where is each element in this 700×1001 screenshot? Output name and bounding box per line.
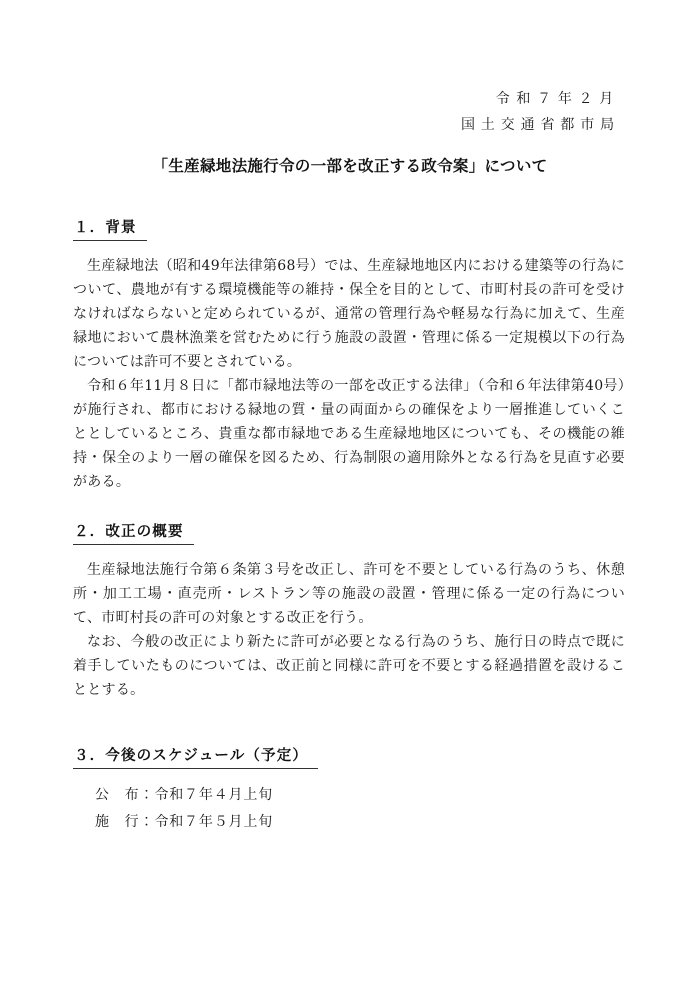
section-amendment-overview-heading bbox=[73, 520, 625, 545]
schedule-promulgation: 公 布：令和７年４月上旬 bbox=[95, 787, 274, 803]
section-background bbox=[0, 216, 700, 494]
background-paragraph-2: 令和６年11月８日に「都市緑地法等の一部を改正する法律」（令和６年法律第40号）が施行され、都市における緑地の質・量の両面からの確保をより一層推進していくこととしているところ、貴重な都市緑地である生産緑地地区についても、その機能の維持・保全のより一層の確保を図るため、行為制限の適用除外となる行為を見直す必要がある。 bbox=[73, 378, 625, 490]
document-header bbox=[0, 0, 700, 138]
schedule-list bbox=[95, 782, 625, 836]
section-background-heading bbox=[73, 216, 625, 241]
section-amendment-overview bbox=[0, 520, 700, 702]
section-background-heading-text: １．背景 bbox=[73, 216, 147, 241]
section-amendment-overview-heading-text: ２．改正の概要 bbox=[73, 520, 194, 545]
schedule-enforcement: 施 行：令和７年５月上旬 bbox=[95, 814, 274, 830]
issuing-department: 国土交通省都市局 bbox=[460, 117, 620, 133]
document-date: 令和７年２月 bbox=[495, 91, 620, 107]
section-schedule-heading-text: ３．今後のスケジュール（予定） bbox=[73, 744, 318, 769]
section-schedule bbox=[0, 744, 700, 836]
document-title: 「生産緑地法施行令の一部を改正する政令案」について bbox=[152, 157, 548, 175]
amendment-paragraph-2: なお、今般の改正により新たに許可が必要となる行為のうち、施行日の時点で既に着手していたものについては、改正前と同様に許可を不要とする経過措置を設けることとする。 bbox=[73, 634, 625, 698]
background-paragraph-1: 生産緑地法（昭和49年法律第68号）では、生産緑地地区内における建築等の行為について、農地が有する環境機能等の維持・保全を目的として、市町村長の許可を受けなければならないと定められているが、通常の管理行為や軽易な行為に加えて、生産緑地において農林漁業を営むために行う施設の設置・管理に係る一定規模以下の行為については許可不要とされている。 bbox=[73, 258, 625, 370]
amendment-paragraph-1: 生産緑地法施行令第６条第３号を改正し、許可を不要としている行為のうち、休憩所・加工工場・直売所・レストラン等の施設の設置・管理に係る一定の行為について、市町村長の許可の対象とする改正を行う。 bbox=[73, 562, 625, 626]
section-schedule-heading bbox=[73, 744, 625, 769]
